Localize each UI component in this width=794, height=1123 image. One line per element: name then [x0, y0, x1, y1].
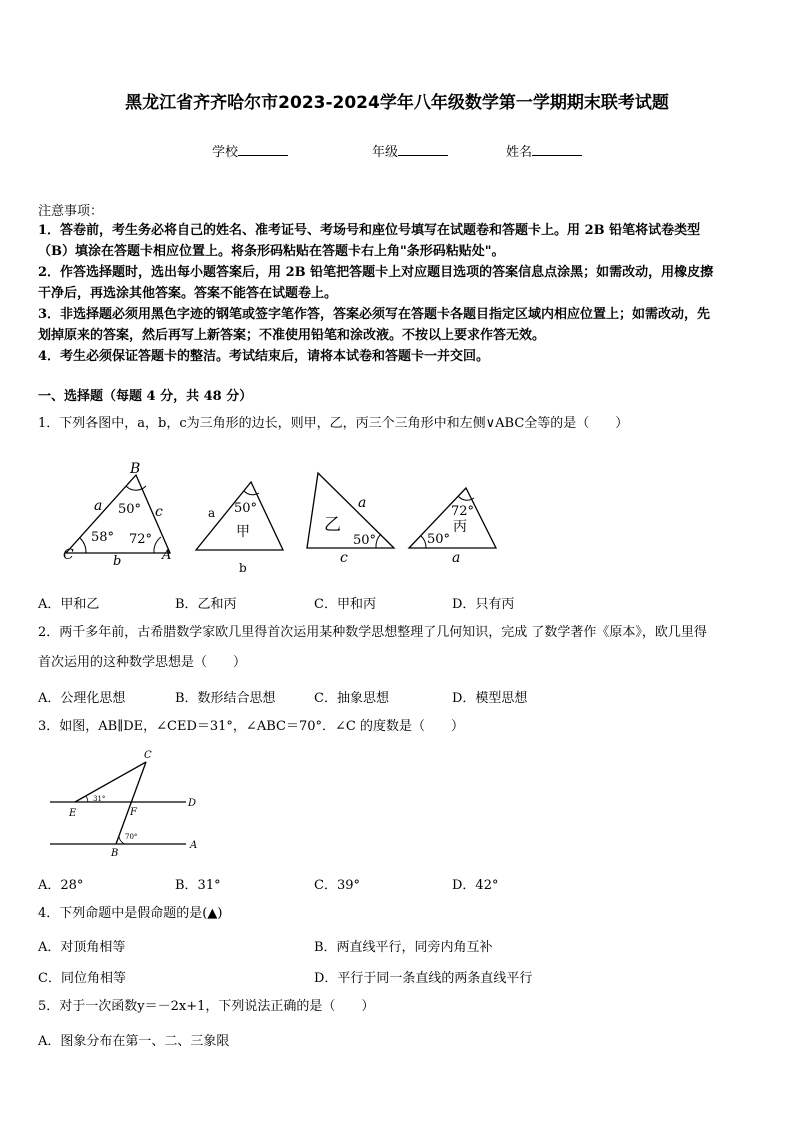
page-title: 黑龙江省齐齐哈尔市2023-2024学年八年级数学第一学期期末联考试题 [125, 93, 669, 113]
angle-50: 50° [353, 533, 377, 548]
angle-50: 50° [427, 532, 451, 547]
label-jia: 甲 [236, 524, 250, 540]
angle-70: 70° [125, 833, 138, 841]
notice-line: 1．答卷前，考生务必将自己的姓名、准考证号、考场号和座位号填写在试题卷和答题卡上。用 2B 铅笔将试卷类型 [38, 223, 701, 238]
label-c-vertex: C [63, 547, 74, 563]
angle-31: 31° [93, 795, 106, 803]
label-b-side: b [239, 561, 247, 575]
q2-option-a: A．公理化思想 [38, 691, 126, 706]
notice-line: （B）填涂在答题卡相应位置上。将条形码粘贴在答题卡右上角"条形码粘贴处"。 [38, 244, 505, 259]
question-2-text: 2．两千多年前，古希腊数学家欧几里得首次运用某种数学思想整理了几何知识，完成 了数学著作《原本》，欧几里得 [38, 625, 707, 640]
q5-option-a: A．图象分布在第一、二、三象限 [38, 1034, 230, 1049]
q1-option-c: C．甲和丙 [314, 597, 376, 612]
label-a-side: a [208, 506, 216, 520]
notice-heading: 注意事项： [38, 204, 104, 219]
question-2-text-cont: 首次运用的这种数学思想是（ ） [38, 655, 247, 670]
q3-figure [40, 745, 240, 865]
label-a: A [190, 840, 198, 851]
q1-figure [0, 455, 794, 585]
question-3-text: 3．如图，AB∥DE，∠CED＝31°，∠ABC＝70°．∠C 的度数是（ ） [38, 719, 464, 734]
label-b-side: b [113, 554, 122, 569]
q2-option-b: B．数形结合思想 [175, 691, 276, 706]
angle-50: 50° [234, 501, 258, 516]
triangle-jia [196, 482, 283, 575]
q3-option-d: D．42° [452, 878, 499, 893]
name-field [506, 141, 582, 160]
question-4-text: 4．下列命题中是假命题的是(▲) [38, 906, 223, 921]
section-heading: 一、选择题（每题 4 分，共 48 分） [38, 389, 253, 404]
q4-option-a: A．对顶角相等 [38, 940, 126, 955]
name-label: 姓名 [506, 145, 533, 160]
grade-field [372, 141, 448, 160]
triangle-yi [307, 473, 394, 566]
question-1-text: 1．下列各图中，a，b，c为三角形的边长，则甲，乙，丙三个三角形中和左侧∨ABC全等的是（ ） [38, 416, 629, 431]
q2-option-c: C．抽象思想 [314, 691, 389, 706]
angle-72: 72° [129, 532, 153, 547]
triangle-bing [409, 488, 496, 566]
name-blank [532, 143, 582, 156]
q1-option-b: B．乙和丙 [175, 597, 237, 612]
angle-72: 72° [451, 504, 475, 519]
angle-50: 50° [118, 502, 142, 517]
q3-option-b: B．31° [175, 878, 221, 893]
q4-option-d: D．平行于同一条直线的两条直线平行 [314, 971, 533, 986]
school-label: 学校 [212, 145, 239, 160]
q4-option-c: C．同位角相等 [38, 971, 126, 986]
grade-blank [398, 143, 448, 156]
q3-option-a: A．28° [38, 878, 84, 893]
label-a-side: a [94, 498, 103, 514]
label-d: D [188, 798, 197, 809]
notice-line: 干净后，再选涂其他答案。答案不能答在试题卷上。 [38, 286, 338, 301]
school-field [212, 141, 288, 160]
angle-58: 58° [91, 530, 115, 545]
label-b-vertex: B [130, 461, 141, 477]
label-a-side: a [452, 550, 461, 566]
q1-option-a: A．甲和乙 [38, 597, 100, 612]
triangle-abc [63, 461, 171, 569]
notice-line: 3．非选择题必须用黑色字迹的钢笔或签字笔作答，答案必须写在答题卡各题目指定区域内相应位置上；如需改动，先 [38, 307, 711, 322]
notice-line: 2．作答选择题时，选出每小题答案后，用 2B 铅笔把答题卡上对应题目选项的答案信息点涂黑；如需改动，用橡皮擦 [38, 265, 714, 280]
label-b: B [111, 848, 119, 859]
label-c: C [144, 750, 152, 761]
q1-option-d: D．只有丙 [452, 597, 515, 612]
grade-label: 年级 [372, 145, 399, 160]
label-a-vertex: A [162, 548, 172, 563]
question-5-text: 5．对于一次函数y＝－2x+1，下列说法正确的是（ ） [38, 999, 375, 1014]
q3-option-c: C．39° [314, 878, 360, 893]
label-a-side: a [358, 495, 367, 511]
q4-option-b: B．两直线平行，同旁内角互补 [314, 940, 493, 955]
label-yi: 乙 [324, 515, 341, 535]
notice-line: 4．考生必须保证答题卡的整洁。考试结束后，请将本试卷和答题卡一并交回。 [38, 349, 490, 364]
label-c-side: c [340, 550, 348, 566]
school-blank [238, 143, 288, 156]
notice-line: 划掉原来的答案，然后再写上新答案；不准使用铅笔和涂改液。不按以上要求作答无效。 [38, 328, 546, 343]
label-f: F [130, 807, 137, 818]
q2-option-d: D．模型思想 [452, 691, 528, 706]
label-e: E [69, 808, 77, 819]
label-bing: 丙 [453, 519, 467, 535]
label-c-side: c [155, 504, 163, 520]
